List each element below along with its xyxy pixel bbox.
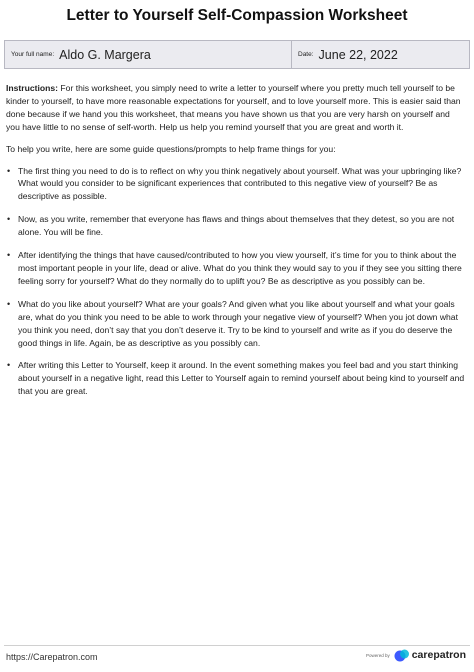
name-field[interactable] — [5, 41, 292, 68]
instructions-text: For this worksheet, you simply need to write a letter to yourself where you pretty much tell yourself to be kinder to yourself, to have more reasonable expectations for yourself, and to love yourself more. This is easier said than done because if we hand you this worksheet, that means you have shown us that you are very harsh on yourself and you have little to no sense of self-worth. Help us help you remind yourself that you are great and worth it. — [6, 83, 461, 132]
header-form — [4, 40, 470, 69]
name-label: Your full name: — [11, 51, 55, 58]
brand-name: carepatron — [411, 649, 466, 661]
worksheet-body — [6, 82, 466, 408]
intro-paragraph: To help you write, here are some guide questions/prompts to help frame things for you: — [6, 143, 336, 154]
instructions-lead: Instructions: — [6, 83, 59, 93]
footer-link[interactable]: https://Carepatron.com — [6, 652, 98, 662]
powered-by-label: Powered by — [365, 652, 390, 658]
date-value[interactable]: June 22, 2022 — [318, 47, 398, 62]
prompt-item: • After writing this Letter to Yourself, keep it around. In the event something makes you feel bad and you start thinking about yourself in a negative light, read this Letter to Yourself again to remind yourself about being kind to yourself and that you are great. — [6, 359, 466, 398]
worksheet-title: Letter to Yourself Self-Compassion Worksheet — [66, 7, 408, 24]
date-label: Date: — [298, 51, 314, 58]
prompt-list — [6, 165, 466, 399]
footer-divider — [4, 645, 470, 646]
instructions-paragraph — [6, 82, 466, 134]
prompt-item: • What do you like about yourself? What are your goals? And given what you like about yourself and what your goals are, what do you think you need to be able to work through your negative view of yourself? When you jot down what you think you need, don’t say that you don’t deserve it. Try to be kind to yourself and write as if you do deserve the good things in life. Again, be as descriptive as you possibly can. — [6, 298, 466, 350]
date-field[interactable] — [292, 41, 469, 68]
prompt-item: • The first thing you need to do is to reflect on why you think negatively about yourself. What was your upbringing like? What would you consider to be significant experiences that contributed to this negative view of yourself? Be as descriptive as possible. — [6, 165, 466, 204]
carepatron-logo-icon — [394, 648, 410, 662]
prompt-item: • Now, as you write, remember that everyone has flaws and things about themselves that they detest, so you are not alone. You will be fine. — [6, 213, 466, 239]
name-value[interactable]: Aldo G. Margera — [59, 47, 151, 62]
brand-lockup[interactable] — [366, 648, 466, 662]
prompt-item: • After identifying the things that have caused/contributed to how you view yourself, it’s time for you to think about the most important people in your life, dead or alive. What do you think they would say to you if they see you sitting there feeling sorry for yourself? What do they normally do to uplift you? Be as descriptive as you possibly can be. — [6, 249, 466, 288]
